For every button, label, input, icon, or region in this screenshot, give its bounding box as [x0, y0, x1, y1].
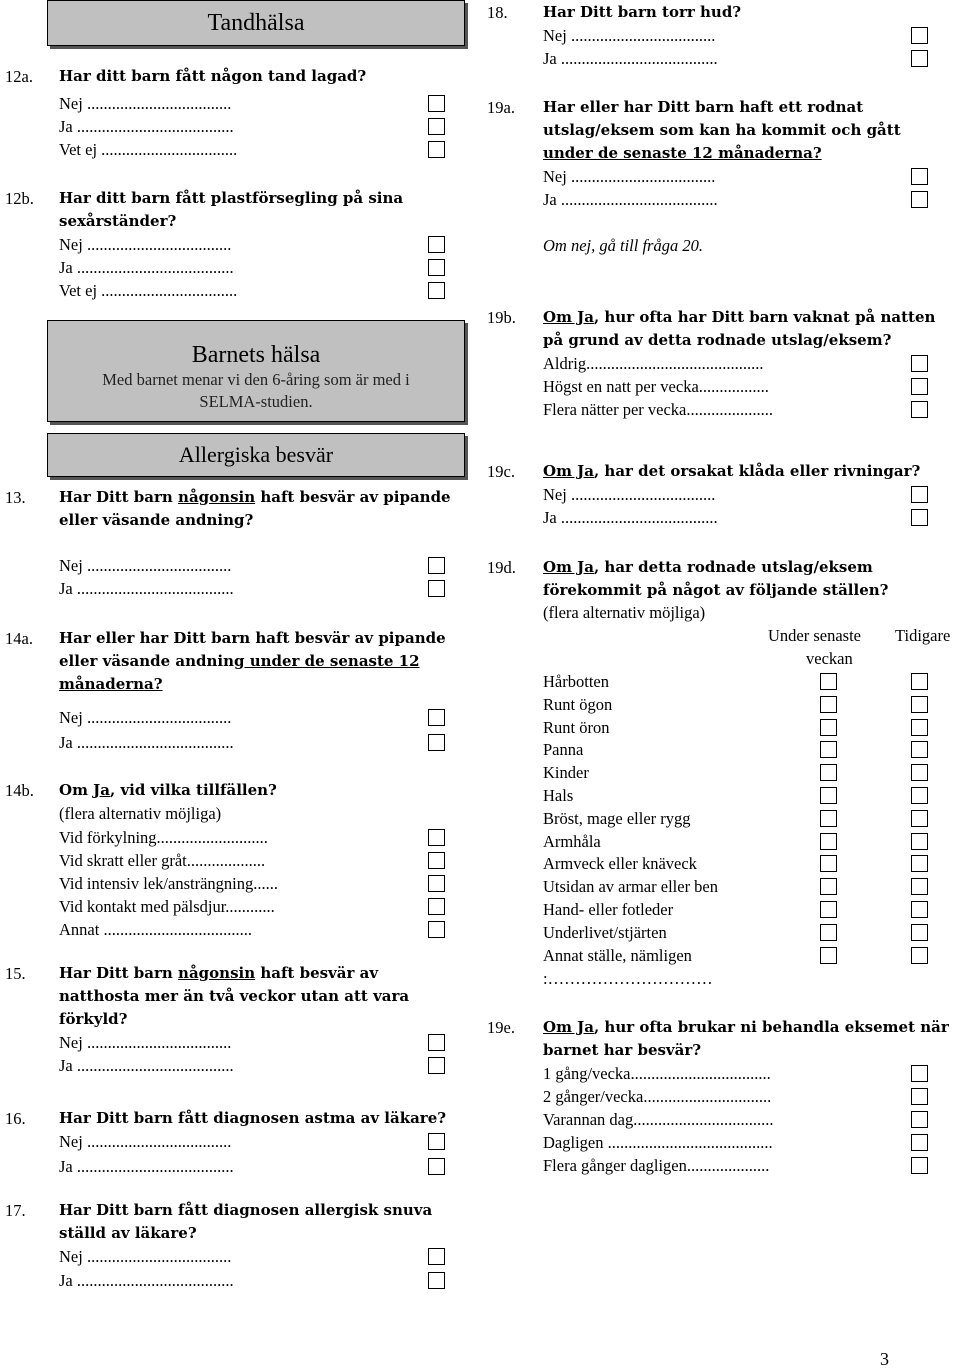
option-label: Flera gånger dagligen....................: [543, 1156, 770, 1175]
checkbox-19d-senaste-veckan[interactable]: [820, 696, 837, 713]
checkbox-19e-1gang[interactable]: [911, 1065, 928, 1082]
option-label: Nej ...................................: [59, 708, 232, 727]
body-location-label: Armhåla: [543, 832, 601, 851]
section-title: Barnets hälsa: [191, 342, 321, 368]
option-label: Nej ...................................: [59, 235, 232, 254]
checkbox-19d-tidigare[interactable]: [911, 764, 928, 781]
question-text: Har Ditt barn torr hud?: [543, 3, 742, 21]
checkbox-14b-forkylning[interactable]: [428, 829, 445, 846]
checkbox-19d-senaste-veckan[interactable]: [820, 855, 837, 872]
checkbox-19d-senaste-veckan[interactable]: [820, 833, 837, 850]
question-number: 12b.: [5, 189, 34, 208]
checkbox-19d-senaste-veckan[interactable]: [820, 719, 837, 736]
checkbox-19d-senaste-veckan[interactable]: [820, 924, 837, 941]
checkbox-19d-tidigare[interactable]: [911, 947, 928, 964]
question-text: Om Ja, vid vilka tillfällen?: [59, 781, 277, 799]
checkbox-17-ja[interactable]: [428, 1272, 445, 1289]
body-location-label: Annat ställe, nämligen: [543, 946, 692, 965]
option-label: Nej ...................................: [59, 1247, 232, 1266]
question-number: 19c.: [487, 462, 515, 481]
section-header-tandhalsa: [47, 0, 465, 46]
checkbox-18-nej[interactable]: [911, 27, 928, 44]
question-text: Har Ditt barn någonsin haft besvär av pipande: [59, 488, 451, 506]
checkbox-19c-nej[interactable]: [911, 486, 928, 503]
question-text: barnet har besvär?: [543, 1041, 702, 1059]
question-text: sexårständer?: [59, 212, 177, 230]
question-number: 19b.: [487, 308, 516, 327]
checkbox-15-ja[interactable]: [428, 1057, 445, 1074]
checkbox-14b-skratt[interactable]: [428, 852, 445, 869]
checkbox-19d-senaste-veckan[interactable]: [820, 810, 837, 827]
option-label: Aldrig...........................................: [543, 354, 764, 373]
checkbox-19a-ja[interactable]: [911, 191, 928, 208]
body-location-label: Panna: [543, 740, 584, 759]
body-location-label: Hals: [543, 786, 574, 805]
checkbox-12a-ja[interactable]: [428, 118, 445, 135]
question-number: 14a.: [5, 629, 33, 648]
checkbox-19e-flera[interactable]: [911, 1157, 928, 1174]
question-note: (flera alternativ möjliga): [543, 603, 706, 622]
question-text: Om Ja, hur ofta brukar ni behandla eksemet när: [543, 1018, 949, 1036]
option-label: 2 gånger/vecka...............................: [543, 1087, 772, 1106]
checkbox-19b-hogst-en[interactable]: [911, 378, 928, 395]
question-text: Har ditt barn fått plastförsegling på sina: [59, 189, 404, 207]
option-label: Ja ......................................: [59, 579, 234, 598]
checkbox-19b-flera[interactable]: [911, 401, 928, 418]
checkbox-19d-tidigare[interactable]: [911, 741, 928, 758]
checkbox-14b-lek[interactable]: [428, 875, 445, 892]
question-text: Har Ditt barn någonsin haft besvär av: [59, 964, 379, 982]
checkbox-19d-tidigare[interactable]: [911, 878, 928, 895]
option-label: Högst en natt per vecka.................: [543, 377, 769, 396]
option-label: Nej ...................................: [59, 1033, 232, 1052]
question-number: 14b.: [5, 781, 34, 800]
question-text: förkyld?: [59, 1010, 128, 1028]
option-label: Vid intensiv lek/ansträngning......: [59, 874, 278, 893]
question-text: eller väsande andning?: [59, 511, 254, 529]
question-text: Om Ja, har detta rodnade utslag/eksem: [543, 558, 873, 576]
checkbox-18-ja[interactable]: [911, 50, 928, 67]
option-label: 1 gång/vecka..................................: [543, 1064, 771, 1083]
checkbox-16-nej[interactable]: [428, 1133, 445, 1150]
section-subtitle: SELMA-studien.: [199, 392, 313, 411]
question-number: 18.: [487, 3, 508, 22]
question-text: under de senaste 12 månaderna?: [543, 144, 822, 162]
checkbox-15-nej[interactable]: [428, 1034, 445, 1051]
section-subtitle: Med barnet menar vi den 6-åring som är med i: [102, 370, 410, 389]
question-text: Har Ditt barn fått diagnosen allergisk snuva: [59, 1201, 433, 1219]
checkbox-19d-tidigare[interactable]: [911, 855, 928, 872]
option-label: Nej ...................................: [59, 1132, 232, 1151]
option-label: Dagligen ........................................: [543, 1133, 773, 1152]
question-number: 13.: [5, 488, 26, 507]
checkbox-19d-tidigare[interactable]: [911, 833, 928, 850]
body-location-label: Hårbotten: [543, 672, 609, 691]
question-number: 19d.: [487, 558, 516, 577]
option-label: Ja ......................................: [59, 1271, 234, 1290]
body-location-label: Underlivet/stjärten: [543, 923, 667, 942]
checkbox-19d-tidigare[interactable]: [911, 719, 928, 736]
checkbox-19d-tidigare[interactable]: [911, 696, 928, 713]
option-label: Ja ......................................: [59, 1056, 234, 1075]
checkbox-14a-ja[interactable]: [428, 734, 445, 751]
option-label: Vet ej .................................: [59, 281, 238, 300]
question-text: månaderna?: [59, 675, 163, 693]
checkbox-19d-tidigare[interactable]: [911, 787, 928, 804]
fill-in-line[interactable]: :…………………………: [543, 969, 713, 988]
column-header-tidigare: Tidigare: [895, 626, 951, 645]
option-label: Ja ......................................: [543, 49, 718, 68]
checkbox-19b-aldrig[interactable]: [911, 355, 928, 372]
question-number: 17.: [5, 1201, 26, 1220]
body-location-label: Armveck eller knäveck: [543, 854, 697, 873]
question-text: Har ditt barn fått någon tand lagad?: [59, 67, 367, 85]
checkbox-16-ja[interactable]: [428, 1158, 445, 1175]
section-header-allergiska: [47, 433, 465, 477]
checkbox-14b-annat[interactable]: [428, 921, 445, 938]
checkbox-19d-senaste-veckan[interactable]: [820, 878, 837, 895]
option-label: Ja ......................................: [543, 190, 718, 209]
body-location-label: Kinder: [543, 763, 589, 782]
question-number: 19a.: [487, 98, 515, 117]
body-location-label: Runt ögon: [543, 695, 613, 714]
question-text: Om Ja, har det orsakat klåda eller rivningar?: [543, 462, 921, 480]
checkbox-19d-senaste-veckan[interactable]: [820, 901, 837, 918]
section-header-barnets-halsa: [47, 320, 465, 422]
checkbox-12a-vetej[interactable]: [428, 141, 445, 158]
checkbox-19e-dagligen[interactable]: [911, 1134, 928, 1151]
question-text: Om Ja, hur ofta har Ditt barn vaknat på natten: [543, 308, 936, 326]
body-location-label: Runt öron: [543, 718, 610, 737]
option-label: Ja ......................................: [59, 1157, 234, 1176]
option-label: Nej ...................................: [59, 94, 232, 113]
question-number: 19e.: [487, 1018, 515, 1037]
checkbox-19c-ja[interactable]: [911, 509, 928, 526]
question-text: ställd av läkare?: [59, 1224, 197, 1242]
question-number: 16.: [5, 1109, 26, 1128]
checkbox-19d-senaste-veckan[interactable]: [820, 741, 837, 758]
page-number: 3: [880, 1349, 889, 1369]
column-header-senaste: veckan: [806, 649, 853, 668]
option-label: Nej ...................................: [543, 167, 716, 186]
checkbox-12a-nej[interactable]: [428, 95, 445, 112]
option-label: Nej ...................................: [543, 26, 716, 45]
question-text: eller väsande andning under de senaste 12: [59, 652, 420, 670]
checkbox-19d-senaste-veckan[interactable]: [820, 947, 837, 964]
body-location-label: Hand- eller fotleder: [543, 900, 674, 919]
question-number: 15.: [5, 964, 26, 983]
option-label: Nej ...................................: [59, 556, 232, 575]
section-title: Tandhälsa: [207, 10, 305, 36]
question-text: på grund av detta rodnade utslag/eksem?: [543, 331, 892, 349]
checkbox-13-ja[interactable]: [428, 580, 445, 597]
question-text: utslag/eksem som kan ha kommit och gått: [543, 121, 901, 139]
checkbox-19d-senaste-veckan[interactable]: [820, 764, 837, 781]
section-title: Allergiska besvär: [178, 442, 334, 467]
question-number: 12a.: [5, 67, 33, 86]
column-header-senaste: Under senaste: [768, 626, 862, 645]
checkbox-19d-senaste-veckan[interactable]: [820, 787, 837, 804]
checkbox-19e-2ganger[interactable]: [911, 1088, 928, 1105]
checkbox-19e-varannan[interactable]: [911, 1111, 928, 1128]
option-label: Varannan dag..................................: [543, 1110, 774, 1129]
checkbox-13-nej[interactable]: [428, 557, 445, 574]
option-label: Flera nätter per vecka.....................: [543, 400, 774, 419]
checkbox-14a-nej[interactable]: [428, 709, 445, 726]
question-text: Har eller har Ditt barn haft besvär av pipande: [59, 629, 446, 647]
option-label: Ja ......................................: [59, 117, 234, 136]
checkbox-14b-palsdjur[interactable]: [428, 898, 445, 915]
body-location-label: Utsidan av armar eller ben: [543, 877, 719, 896]
option-label: Nej ...................................: [543, 485, 716, 504]
checkbox-19d-tidigare[interactable]: [911, 673, 928, 690]
checkbox-12b-ja[interactable]: [428, 259, 445, 276]
option-label: Vid förkylning...........................: [59, 828, 268, 847]
checkbox-19d-senaste-veckan[interactable]: [820, 673, 837, 690]
checkbox-19d-tidigare[interactable]: [911, 810, 928, 827]
question-text: Har eller har Ditt barn haft ett rodnat: [543, 98, 864, 116]
checkbox-19d-tidigare[interactable]: [911, 924, 928, 941]
option-label: Vid kontakt med pälsdjur............: [59, 897, 275, 916]
question-text: natthosta mer än två veckor utan att vara: [59, 987, 410, 1005]
checkbox-17-nej[interactable]: [428, 1248, 445, 1265]
option-label: Vet ej .................................: [59, 140, 238, 159]
option-label: Ja ......................................: [59, 733, 234, 752]
checkbox-19d-tidigare[interactable]: [911, 901, 928, 918]
option-label: Vid skratt eller gråt...................: [59, 851, 266, 870]
checkbox-12b-vetej[interactable]: [428, 282, 445, 299]
question-text: Har Ditt barn fått diagnosen astma av läkare?: [59, 1109, 447, 1127]
body-location-label: Bröst, mage eller rygg: [543, 809, 691, 828]
option-label: Annat ....................................: [59, 920, 252, 939]
question-text: förekommit på något av följande ställen?: [543, 581, 889, 599]
skip-instruction: Om nej, gå till fråga 20.: [543, 236, 703, 255]
option-label: Ja ......................................: [59, 258, 234, 277]
question-note: (flera alternativ möjliga): [59, 804, 222, 823]
checkbox-19a-nej[interactable]: [911, 168, 928, 185]
option-label: Ja ......................................: [543, 508, 718, 527]
checkbox-12b-nej[interactable]: [428, 236, 445, 253]
